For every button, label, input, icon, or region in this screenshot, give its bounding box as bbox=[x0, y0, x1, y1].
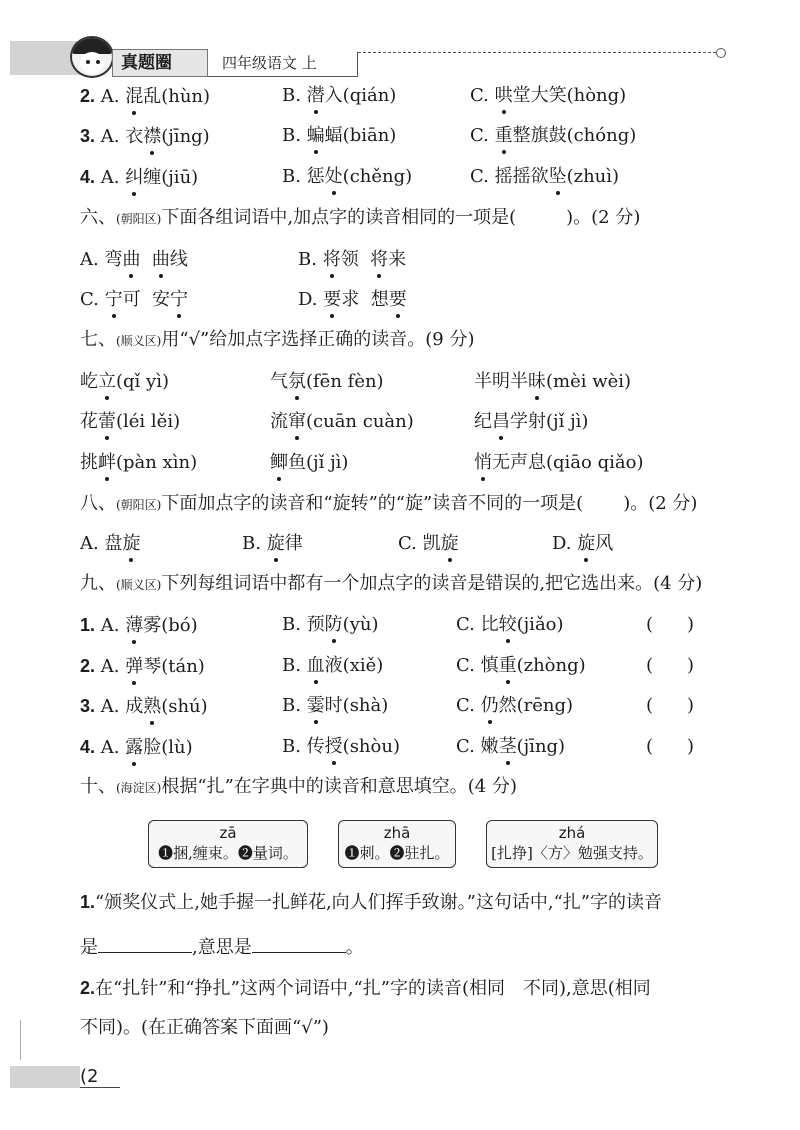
header-divider bbox=[357, 52, 358, 76]
q7-item: 纪昌学射(jǐ jì) bbox=[474, 411, 589, 432]
q9-row: 3. A. 成熟(shú) bbox=[80, 696, 208, 717]
q8-option-b: B. 旋律 bbox=[242, 533, 303, 554]
sec5-row-2-b: B. 潜入(qián) bbox=[282, 85, 397, 106]
q9-row: 2. A. 弹琴(tán) bbox=[80, 656, 205, 677]
q8-option-a: A. 盘旋 bbox=[80, 533, 141, 554]
dict-pinyin: zā bbox=[219, 824, 237, 842]
q6-option-d: D. 要求 想要 bbox=[298, 289, 407, 310]
dict-pinyin: zhā bbox=[383, 824, 411, 842]
sec5-row-3-b: B. 蝙蝠(biān) bbox=[282, 125, 397, 146]
q9-row-b: B. 预防(yù) bbox=[282, 614, 379, 635]
header-dashed-rule bbox=[358, 52, 716, 53]
sec5-row-4-b: B. 惩处(chěng) bbox=[282, 166, 413, 187]
dict-definition: [扎挣]〈方〉勉强支持。 bbox=[491, 844, 653, 862]
dict-entry-zha2 bbox=[486, 820, 658, 868]
sec5-row-4-c: C. 摇摇欲坠(zhuì) bbox=[470, 166, 620, 187]
series-tab: 真题圈 bbox=[112, 49, 208, 77]
q7-item: 屹立(qǐ yì) bbox=[80, 371, 169, 392]
q9-answer-paren[interactable]: ( ) bbox=[646, 655, 695, 676]
meaning-blank[interactable] bbox=[252, 934, 346, 953]
pinyin-blank[interactable] bbox=[98, 934, 192, 953]
q10-sub1-answer: 是 ,意思是 。 bbox=[80, 934, 364, 960]
sec5-row-3-c: C. 重整旗鼓(chóng) bbox=[470, 125, 637, 146]
sec5-row-2-c: C. 哄堂大笑(hòng) bbox=[470, 85, 627, 106]
q9-row: 1. A. 薄雾(bó) bbox=[80, 615, 198, 636]
header-end-circle-icon bbox=[716, 48, 726, 58]
dict-pinyin: zhá bbox=[558, 824, 586, 842]
dict-entry-zha1 bbox=[338, 820, 456, 868]
footer-decor-bar bbox=[10, 1066, 80, 1088]
dict-definition: ❶捆,缠束。❷量词。 bbox=[158, 844, 298, 862]
q9-row-b: B. 霎时(shà) bbox=[282, 695, 389, 716]
q6-option-c: C. 宁可 安宁 bbox=[80, 289, 189, 310]
q8-stem: 八、(朝阳区)下面加点字的读音和“旋转”的“旋”读音不同的一项是( )。(2 分) bbox=[80, 493, 698, 514]
q9-stem: 九、(顺义区)下列每组词语中都有一个加点字的读音是错误的,把它选出来。(4 分) bbox=[80, 573, 703, 594]
q7-item: 悄无声息(qiāo qiǎo) bbox=[474, 452, 644, 473]
q9-answer-paren[interactable]: ( ) bbox=[646, 695, 695, 716]
q9-row-b: B. 传授(shòu) bbox=[282, 736, 400, 757]
book-title: 四年级语文 上 bbox=[222, 54, 317, 72]
q9-row-c: C. 慎重(zhòng) bbox=[456, 655, 586, 676]
sec5-row-3: 3. A. 衣襟(jīng) bbox=[80, 126, 210, 147]
q8-option-c: C. 凯旋 bbox=[398, 533, 459, 554]
q6-option-a: A. 弯曲 曲线 bbox=[80, 249, 188, 270]
q7-item: 花蕾(léi lěi) bbox=[80, 411, 181, 432]
q9-row-c: C. 比较(jiǎo) bbox=[456, 614, 564, 635]
q7-stem: 七、(顺义区)用“√”给加点字选择正确的读音。(9 分) bbox=[80, 329, 475, 350]
q7-item: 挑衅(pàn xìn) bbox=[80, 452, 198, 473]
q10-sub1: 1.“颁奖仪式上,她手握一扎鲜花,向人们挥手致谢。”这句话中,“扎”字的读音 bbox=[80, 892, 662, 913]
q7-item: 流窜(cuān cuàn) bbox=[270, 411, 414, 432]
page-number: (2 bbox=[80, 1066, 99, 1087]
q10-stem: 十、(海淀区)根据“扎”在字典中的读音和意思填空。(4 分) bbox=[80, 776, 517, 797]
margin-line bbox=[20, 1020, 21, 1060]
q8-option-d: D. 旋风 bbox=[552, 533, 614, 554]
q7-item: 鲫鱼(jǐ jì) bbox=[270, 452, 349, 473]
sec5-row-2: 2. A. 混乱(hùn) bbox=[80, 86, 211, 107]
q6-option-b: B. 将领 将来 bbox=[298, 249, 407, 270]
footer-underline bbox=[80, 1087, 120, 1088]
q9-row-c: C. 嫩茎(jīng) bbox=[456, 736, 566, 757]
q6-stem: 六、(朝阳区)下面各组词语中,加点字的读音相同的一项是( )。(2 分) bbox=[80, 207, 641, 228]
q7-item: 气氛(fēn fèn) bbox=[270, 371, 384, 392]
q9-answer-paren[interactable]: ( ) bbox=[646, 736, 695, 757]
mascot-logo-icon bbox=[70, 36, 114, 78]
sec5-row-4: 4. A. 纠缠(jiū) bbox=[80, 167, 199, 188]
q10-sub2-cont: 不同)。(在正确答案下面画“√”) bbox=[80, 1017, 329, 1038]
q9-row-b: B. 血液(xiě) bbox=[282, 655, 384, 676]
q9-row-c: C. 仍然(rēng) bbox=[456, 695, 573, 716]
q7-item: 半明半昧(mèi wèi) bbox=[474, 371, 632, 392]
dict-entry-za bbox=[148, 820, 308, 868]
dict-definition: ❶刺。❷驻扎。 bbox=[344, 844, 450, 862]
q9-row: 4. A. 露脸(lù) bbox=[80, 737, 193, 758]
q10-sub2: 2.在“扎针”和“挣扎”这两个词语中,“扎”字的读音(相同 不同),意思(相同 bbox=[80, 978, 651, 999]
q9-answer-paren[interactable]: ( ) bbox=[646, 614, 695, 635]
header-underline bbox=[208, 76, 358, 77]
